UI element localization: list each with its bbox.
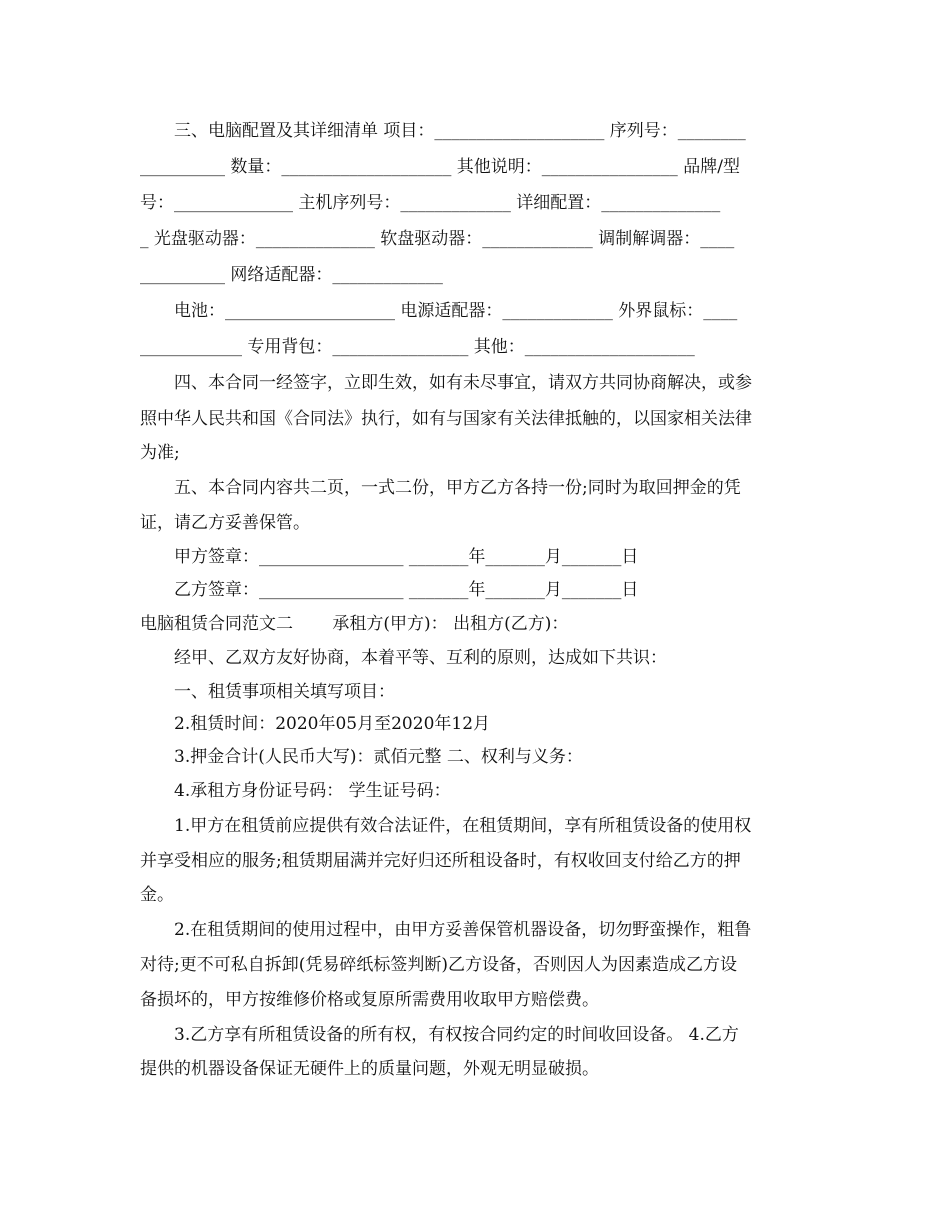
text-line: 2.在租赁期间的使用过程中，由甲方妥善保管机器设备，切勿野蛮操作，粗鲁 xyxy=(174,920,752,940)
text-line: 五、本合同内容共二页，一式二份，甲方乙方各持一份;同时为取回押金的凭 xyxy=(174,478,741,498)
text-line: __________ 网络适配器：_____________ xyxy=(140,265,443,285)
text-line: 为准; xyxy=(140,443,180,463)
text-line: 四、本合同一经签字，立即生效，如有未尽事宜，请双方共同协商解决，或参 xyxy=(174,373,752,393)
text-line: 对待;更不可私自拆卸(凭易碎纸标签判断)乙方设备，否则因人为因素造成乙方设 xyxy=(140,955,737,975)
text-line: 证，请乙方妥善保管。 xyxy=(140,513,310,533)
text-line: 4.承租方身份证号码： 学生证号码： xyxy=(174,781,451,801)
text-line: 提供的机器设备保证无硬件上的质量问题，外观无明显破损。 xyxy=(140,1059,599,1079)
text-line: 3.押金合计(人民币大写)：贰佰元整 二、权利与义务： xyxy=(174,747,583,767)
text-line: 号：______________ 主机序列号：_____________ 详细配置：______________ xyxy=(140,193,721,213)
text-line: 金。 xyxy=(140,885,174,905)
text-line: __________ 数量：____________________ 其他说明：________________ 品牌/型 xyxy=(140,157,740,177)
text-line: 1.甲方在租赁前应提供有效合法证件，在租赁期间，享有所租赁设备的使用权 xyxy=(174,816,752,836)
text-line: 经甲、乙双方友好协商，本着平等、互利的原则，达成如下共识： xyxy=(174,648,667,668)
text-line: 电池：____________________ 电源适配器：_____________ 外界鼠标：____ xyxy=(174,301,738,321)
text-line: 3.乙方享有所租赁设备的所有权，有权按合同约定的时间收回设备。 4.乙方 xyxy=(174,1025,739,1045)
text-line: 三、电脑配置及其详细清单 项目：____________________ 序列号：________ xyxy=(174,121,746,141)
signature-line-party-b: 乙方签章：_________________ _______年_______月_______日 xyxy=(174,580,639,600)
text-line: ____________ 专用背包：________________ 其他：____________________ xyxy=(140,337,695,357)
text-line: 备损坏的，甲方按维修价格或复原所需费用收取甲方赔偿费。 xyxy=(140,990,599,1010)
text-line: 并享受相应的服务;租赁期届满并完好归还所租设备时，有权收回支付给乙方的押 xyxy=(140,851,741,871)
text-line: 2.租赁时间：2020年05月至2020年12月 xyxy=(174,714,491,734)
text-line: _ 光盘驱动器：______________ 软盘驱动器：_____________ 调制解调器：____ xyxy=(140,229,735,249)
text-line: 一、租赁事项相关填写项目： xyxy=(174,682,395,702)
section-title: 电脑租赁合同范文二 承租方(甲方)： 出租方(乙方)： xyxy=(140,614,569,634)
signature-line-party-a: 甲方签章：_________________ _______年_______月_______日 xyxy=(174,547,639,567)
text-line: 照中华人民共和国《合同法》执行，如有与国家有关法律抵触的，以国家相关法律 xyxy=(140,409,752,429)
